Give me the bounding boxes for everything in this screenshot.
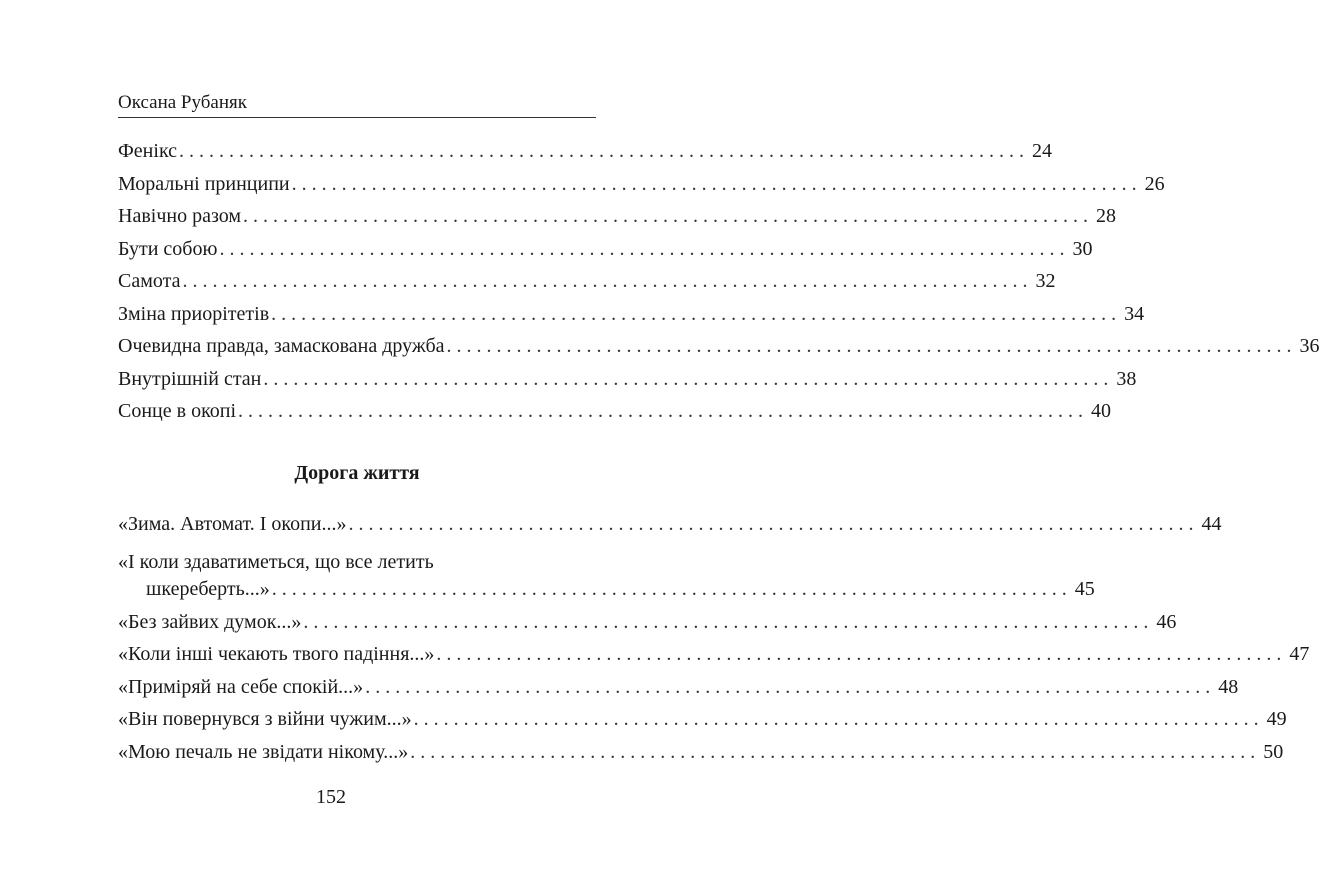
toc-entry-title: Зміна приорітетів (118, 302, 270, 325)
toc-entry-page: 30 (1072, 237, 1093, 260)
leader-dots (414, 708, 1259, 731)
toc-entry[interactable] (118, 546, 1095, 611)
toc-entry[interactable] (118, 740, 1284, 774)
toc-entry[interactable] (118, 302, 1145, 336)
leader-dots (243, 205, 1088, 228)
toc-entry[interactable] (118, 367, 1137, 401)
toc-entry-page: 44 (1201, 513, 1222, 535)
toc-entry[interactable] (118, 708, 1287, 741)
leader-dots (238, 400, 1083, 423)
toc-entry-page: 24 (1032, 140, 1053, 162)
leader-dots (263, 368, 1108, 391)
toc-entry[interactable] (118, 205, 1117, 238)
toc-entry[interactable] (118, 643, 1310, 676)
toc-entry-page: 46 (1156, 610, 1177, 633)
table-of-contents-part-2 (118, 513, 1310, 773)
toc-entry-page: 26 (1144, 172, 1165, 195)
toc-entry-page: 40 (1091, 400, 1112, 422)
running-header (118, 92, 596, 118)
toc-entry-page: 38 (1116, 367, 1137, 390)
author-name: Оксана Рубаняк (118, 92, 247, 113)
toc-entry-title: Навічно разом (118, 205, 242, 227)
toc-entry-title: Фенікс (118, 140, 178, 162)
toc-entry-title-continued: шкереберть...» (146, 578, 270, 600)
toc-entry-title: «Зима. Автомат. І окопи...» (118, 513, 347, 535)
leader-dots (410, 741, 1255, 764)
toc-entry[interactable] (118, 335, 1320, 368)
toc-entry[interactable] (118, 172, 1165, 206)
leader-dots (436, 643, 1281, 666)
toc-entry-title: «Коли інші чекають твого падіння...» (118, 643, 435, 665)
toc-entry-page: 47 (1289, 643, 1310, 665)
toc-entry-page: 50 (1263, 740, 1284, 763)
toc-entry-page: 48 (1218, 675, 1239, 698)
toc-entry[interactable] (118, 513, 1222, 546)
toc-entry[interactable] (118, 400, 1112, 433)
toc-entry-page: 28 (1096, 205, 1117, 227)
page-number: 152 (316, 786, 346, 808)
toc-entry-title: Сонце в окопі (118, 400, 237, 422)
toc-entry-page: 45 (1074, 578, 1095, 600)
leader-dots (182, 270, 1027, 293)
leader-dots (365, 676, 1210, 699)
toc-entry-page: 34 (1124, 302, 1145, 325)
leader-dots (349, 513, 1194, 536)
table-of-contents-part-1 (118, 140, 1320, 433)
toc-entry-title: «Він повернувся з війни чужим...» (118, 708, 412, 730)
toc-entry[interactable] (118, 610, 1177, 644)
toc-entry-title: Внутрішній стан (118, 367, 262, 390)
toc-entry-title: «Мою печаль не звідати нікому...» (118, 740, 409, 763)
toc-entry-page: 49 (1266, 708, 1287, 730)
toc-entry[interactable] (118, 237, 1093, 271)
leader-dots (179, 140, 1024, 163)
leader-dots (271, 303, 1116, 326)
toc-entry-page: 32 (1035, 270, 1056, 292)
toc-entry[interactable] (118, 140, 1053, 173)
toc-entry[interactable] (118, 270, 1056, 303)
leader-dots: . . . . . . . . . . . . . . . . . . . . . . . . . . . . . . . . . . . . . . . . . . . . . . . . . . . . . . . . . . . . . . . . . . . . . . . . . . . . . . . . (271, 578, 1067, 600)
toc-entry-title: Моральні принципи (118, 172, 290, 195)
toc-entry-title: «Приміряй на себе спокій...» (118, 675, 364, 698)
toc-entry-title: «І коли здаватиметься, що все летить (118, 550, 434, 573)
toc-entry-title: Бути собою (118, 237, 218, 260)
section-title: Дорога життя (294, 462, 420, 484)
leader-dots (219, 238, 1064, 261)
leader-dots (303, 611, 1148, 634)
leader-dots (447, 335, 1292, 358)
toc-entry-title: Очевидна правда, замаскована дружба (118, 335, 445, 357)
toc-entry[interactable] (118, 675, 1239, 709)
toc-entry-page: 36 (1299, 335, 1320, 357)
toc-entry-title: Самота (118, 270, 181, 292)
leader-dots (292, 173, 1137, 196)
toc-entry-title: «Без зайвих думок...» (118, 610, 302, 633)
